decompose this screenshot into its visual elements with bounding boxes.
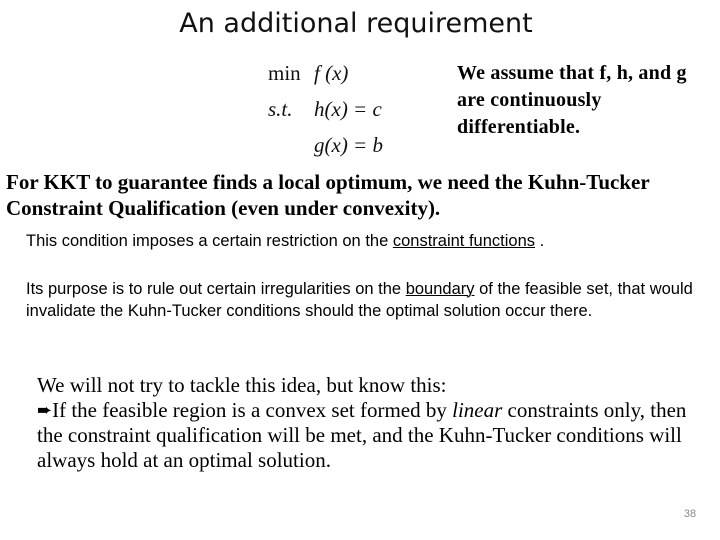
note-intro: We will not try to tackle this idea, but know this:	[37, 373, 447, 397]
kkt-statement: For KKT to guarantee finds a local optimum, we need the Kuhn-Tucker Constraint Qualification (even under convexity).	[6, 170, 650, 220]
objective-expression: f (x)	[314, 61, 349, 85]
constraint-functions-term: constraint functions	[392, 232, 536, 250]
page-title: An additional requirement	[179, 8, 533, 39]
equality-constraint: h(x) = c	[314, 97, 382, 121]
subject-to-label: s.t.	[268, 97, 293, 121]
assumption-text: We assume that f, h, and g are continuously differentiable.	[457, 62, 687, 138]
note-text: If the feasible region is a convex set formed by	[52, 398, 453, 422]
boundary-term: boundary	[405, 280, 475, 298]
inequality-constraint: g(x) = b	[314, 133, 383, 157]
note-body	[37, 398, 717, 473]
purpose-text: Its purpose is to rule out certain irregularities on the	[26, 280, 406, 298]
condition-end: .	[535, 232, 545, 250]
condition-text: This condition imposes a certain restriction on the	[26, 232, 393, 250]
purpose-paragraph	[26, 278, 706, 322]
min-label: min	[268, 61, 301, 85]
condition-paragraph	[26, 230, 706, 252]
note-paragraph	[37, 373, 717, 473]
purpose-end: of the feasible set, that would invalidate the Kuhn-Tucker conditions should the optimal solution occur there.	[26, 280, 693, 320]
note-text-end: constraints only, then the constraint qualification will be met, and the Kuhn-Tucker conditions will always hold at an optimal solution.	[37, 398, 687, 472]
arrow-right-icon: ➨	[37, 400, 53, 420]
linear-term: linear	[452, 398, 503, 422]
page-number: 38	[683, 508, 697, 520]
